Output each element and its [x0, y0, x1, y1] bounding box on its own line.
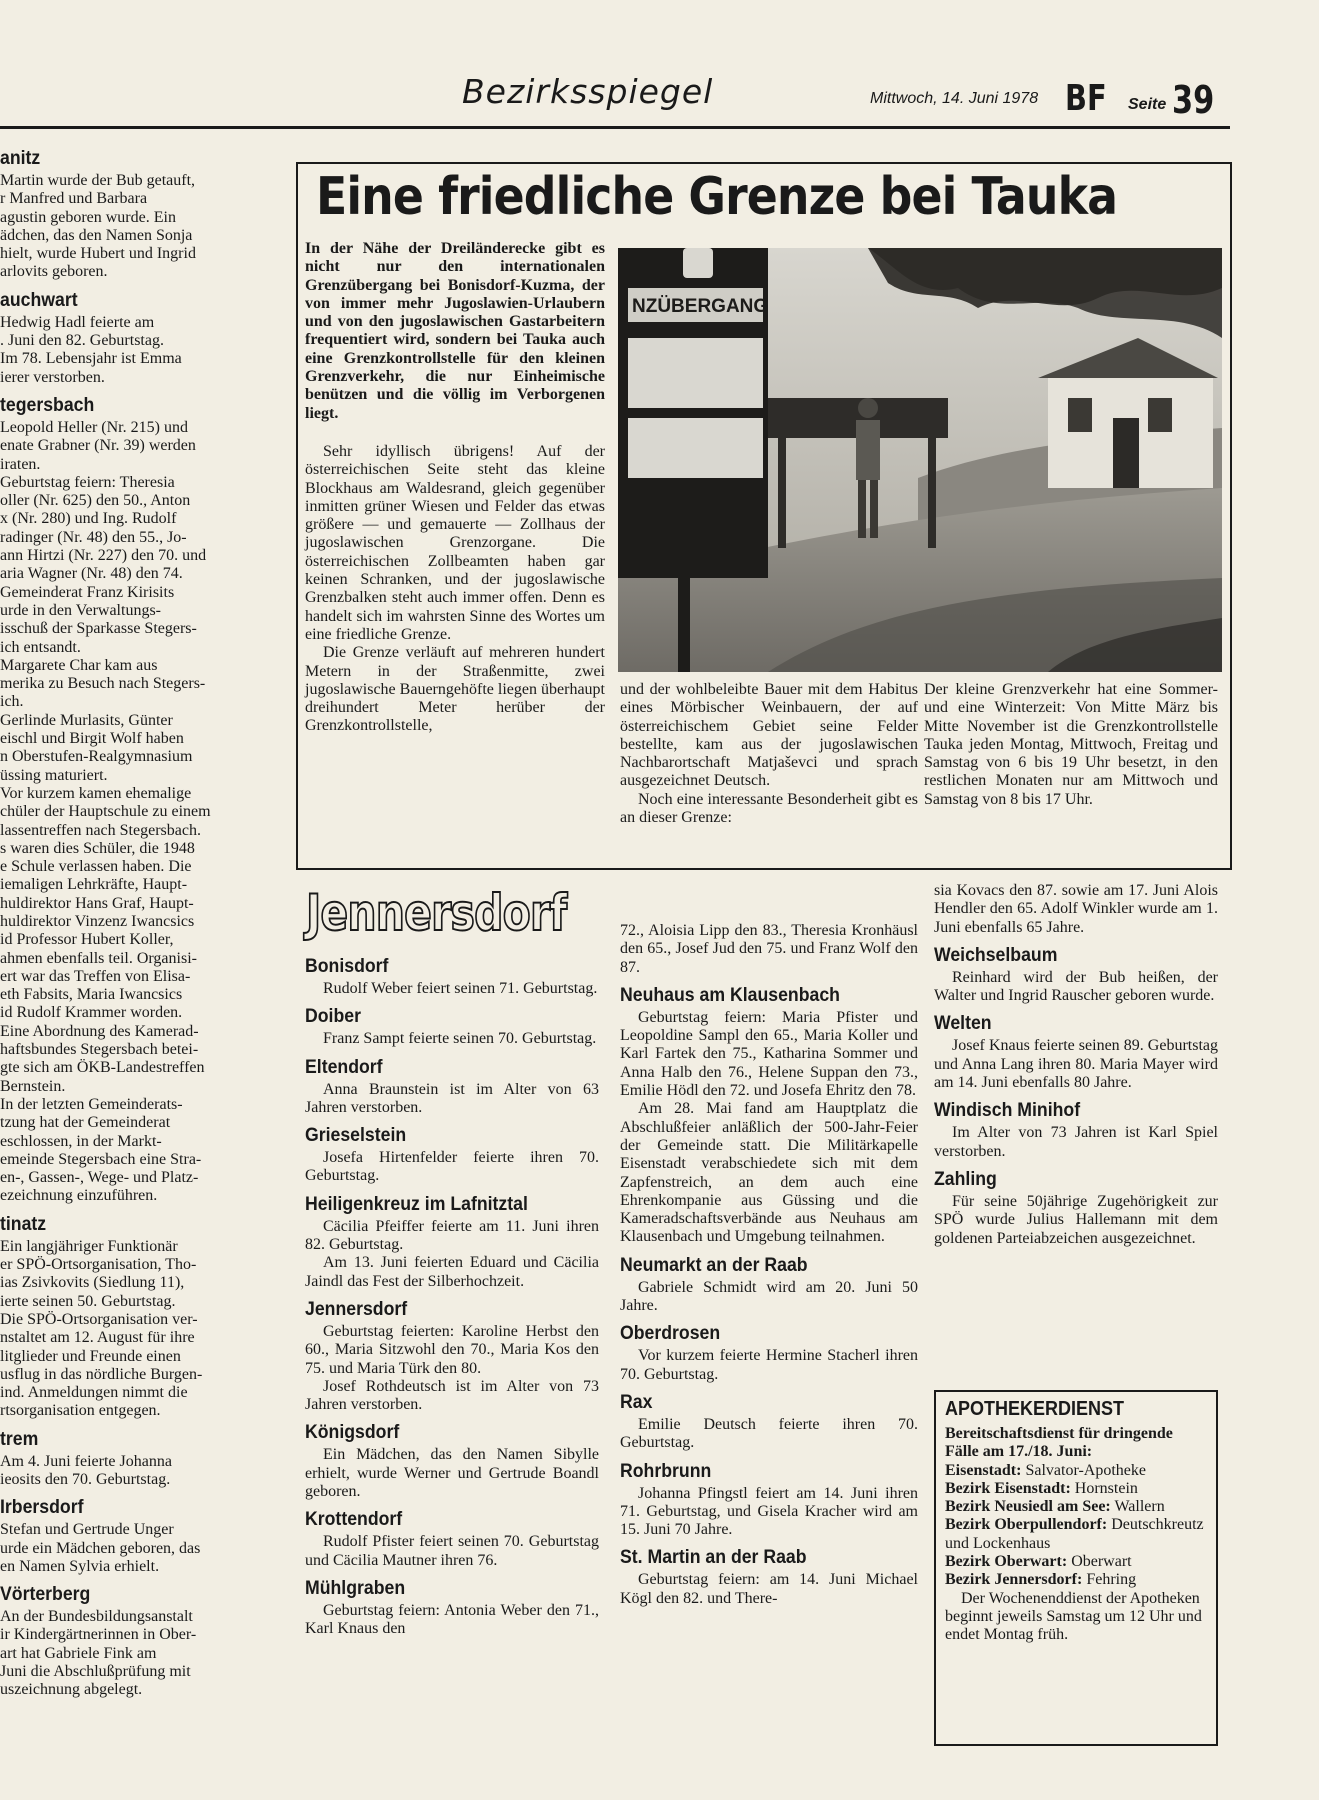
- news-line: agustin geboren wurde. Ein: [0, 208, 176, 226]
- lead-text: In der Nähe der Dreiländerecke gibt es nicht nur den internationalen Grenzübergang bei Bonisdorf-Kuzma, der von immer mehr Jugoslawien-Urlaubern und von den jugoslawischen Gastarbeitern frequentiert wird, sondern bei Tauka auch eine Grenzkontrollstelle für den kleinen Grenzverkehr, die nur Einheimische benützen und die völlig im Verborgenen liegt.: [305, 240, 605, 422]
- news-line: enate Grabner (Nr. 39) werden: [0, 437, 196, 455]
- place-heading: Rohrbrunn: [620, 1460, 712, 1482]
- news-line: Stefan und Gertrude Unger: [0, 1521, 174, 1539]
- news-paragraph: Für seine 50jährige Zugehörigkeit zur SPÖ wurde Julius Hallemann mit dem goldenen Parteiabzeichen ausgezeichnet.: [934, 1192, 1218, 1247]
- place-heading: auchwart: [0, 289, 78, 311]
- place-heading: Zahling: [934, 1168, 997, 1190]
- news-line: Ein langjähriger Funktionär: [0, 1237, 178, 1255]
- place-heading: Weichselbaum: [934, 944, 1058, 966]
- news-line: en-, Gassen-, Wege- und Platz-: [0, 1169, 199, 1187]
- news-line: urde ein Mädchen geboren, das: [0, 1539, 201, 1557]
- article-paragraph: Noch eine interessante Besonderheit gibt es an dieser Grenze:: [620, 790, 918, 827]
- news-line: Margarete Char kam aus: [0, 656, 158, 674]
- news-line: Hedwig Hadl feierte am: [0, 313, 155, 331]
- pharmacy-entry: [945, 1571, 1207, 1589]
- place-heading: Neuhaus am Klausenbach: [620, 984, 840, 1006]
- pharmacy-entry-value: Oberwart: [1071, 1553, 1132, 1571]
- news-paragraph: Vor kurzem feierte Hermine Stacherl ihren 70. Geburtstag.: [620, 1347, 918, 1383]
- news-line: ich entsandt.: [0, 638, 81, 656]
- border-crossing-photo: [618, 248, 1222, 672]
- pharmacy-entry-value: Wallern: [1114, 1498, 1165, 1516]
- news-paragraph: Im Alter von 73 Jahren ist Karl Spiel verstorben.: [934, 1124, 1218, 1160]
- article-paragraph: Sehr idyllisch übrigens! Auf der österreichischen Seite steht das kleine Blockhaus am Waldesrand, gleich gegenüber inmitten grüner Wiesen und Felder das etwas größere — und gemauerte — Zollhaus der jugoslawischen Grenzorgane. Die österreichischen Zollbeamten haben gar keinen Schranken, und der jugoslawische Grenzbalken steht auch immer offen. Denn es handelt sich im wahrsten Sinne des Wortes um eine friedliche Grenze.: [305, 443, 605, 643]
- jennersdorf-column-2: [620, 922, 918, 1608]
- news-line: r Manfred und Barbara: [0, 190, 148, 208]
- news-line: emeinde Stegersbach eine Stra-: [0, 1150, 202, 1168]
- place-heading: Grieselstein: [305, 1125, 407, 1147]
- place-heading: anitz: [0, 148, 41, 169]
- news-line: tzung hat der Gemeinderat: [0, 1114, 171, 1132]
- news-line: id Professor Hubert Koller,: [0, 931, 174, 949]
- news-line: Leopold Heller (Nr. 215) und: [0, 418, 188, 436]
- newspaper-logo: BF: [1065, 78, 1107, 119]
- news-paragraph: Reinhard wird der Bub heißen, der Walter und Ingrid Rauscher geboren wurde.: [934, 968, 1218, 1005]
- news-line: Am 4. Juni feierte Johanna: [0, 1452, 172, 1470]
- news-line: Im 78. Lebensjahr ist Emma: [0, 350, 182, 368]
- pharmacy-entry-label: Bezirk Jennersdorf:: [945, 1571, 1083, 1589]
- pharmacy-entry-value: Hornstein: [1074, 1479, 1138, 1497]
- news-line: ahmen ebenfalls teil. Organisi-: [0, 949, 197, 967]
- pharmacy-entry-label: Bezirk Oberwart:: [945, 1553, 1068, 1571]
- pharmacy-intro: Bereitschaftsdienst für dringende Fälle am 17./18. Juni:: [945, 1425, 1173, 1461]
- news-line: rtsorganisation entgegen.: [0, 1402, 161, 1420]
- news-line: ann Hirtzi (Nr. 227) den 70. und: [0, 547, 207, 565]
- news-line: ir Kindergärtnerinnen in Ober-: [0, 1626, 197, 1644]
- news-paragraph: Rudolf Weber feiert seinen 71. Geburtstag.: [323, 980, 598, 997]
- news-line: Martin wurde der Bub getauft,: [0, 172, 196, 189]
- pharmacy-entry: [945, 1480, 1207, 1498]
- news-line: Die SPÖ-Ortsorganisation ver-: [0, 1310, 198, 1328]
- article-column-1: [305, 443, 605, 736]
- news-line: nstaltet am 12. August für ihre: [0, 1329, 195, 1347]
- news-line: ädchen, das den Namen Sonja: [0, 226, 193, 244]
- page-label: Seite: [1128, 96, 1167, 113]
- place-heading: Rax: [620, 1391, 653, 1413]
- news-line: Eine Abordnung des Kamerad-: [0, 1022, 199, 1040]
- news-line: Geburtstag feiern: Theresia: [0, 473, 175, 491]
- news-paragraph: Geburtstag feiern: am 14. Juni Michael Kögl den 82. und There-: [620, 1571, 918, 1607]
- news-paragraph: Emilie Deutsch feierte ihren 70. Geburtstag.: [620, 1415, 918, 1452]
- pharmacy-box: [934, 1390, 1218, 1746]
- place-heading: Eltendorf: [305, 1056, 383, 1078]
- news-line: lassentreffen nach Stegersbach.: [0, 821, 201, 839]
- issue-date: Mittwoch, 14. Juni 1978: [870, 90, 1039, 107]
- place-heading: Oberdrosen: [620, 1323, 721, 1345]
- news-paragraph: 72., Aloisia Lipp den 83., Theresia Kronhäusl den 65., Josef Jud den 75. und Franz Wolf den 87.: [620, 922, 918, 976]
- news-paragraph: Gabriele Schmidt wird am 20. Juni 50 Jahre.: [620, 1278, 918, 1315]
- place-heading: Königsdorf: [305, 1422, 400, 1444]
- article-column-2: [620, 681, 918, 827]
- news-paragraph: Johanna Pfingstl feiert am 14. Juni ihren 71. Geburtstag, und Gisela Kracher wird am 15. Juni 70 Jahre.: [620, 1484, 918, 1539]
- jennersdorf-column-3: [934, 882, 1218, 1248]
- section-title: Bezirksspiegel: [462, 72, 714, 111]
- news-line: iemaligen Lehrkräfte, Haupt-: [0, 876, 188, 894]
- news-paragraph: Anna Braunstein ist im Alter von 63 Jahren verstorben.: [305, 1080, 599, 1116]
- news-line: ich.: [0, 693, 24, 711]
- pharmacy-entry: [945, 1498, 1207, 1516]
- pharmacy-footer: Der Wochenenddienst der Apotheken beginnt jeweils Samstag um 12 Uhr und endet Montag früh.: [945, 1589, 1202, 1644]
- place-heading: Mühlgraben: [305, 1577, 406, 1599]
- pharmacy-title: APOTHEKERDIENST: [945, 1398, 1125, 1420]
- article-paragraph: und der wohlbeleibte Bauer mit dem Habitus eines Mörbischer Weinbauern, der auf österreichischem Gebiet seine Felder bestellte, kam aus der jugoslawischen Nachbarortschaft Matjaševci und sprach ausgezeichnet Deutsch.: [620, 681, 918, 790]
- news-paragraph: Geburtstag feierten: Karoline Herbst den 60., Maria Sitzwohl den 70., Maria Kos den 75. und Maria Türk den 80.: [305, 1322, 599, 1377]
- news-line: haftsbundes Stegersbach betei-: [0, 1041, 199, 1059]
- place-heading: Welten: [934, 1013, 992, 1035]
- article-column-3: [924, 681, 1218, 809]
- article-paragraph: Der kleine Grenzverkehr hat eine Sommer- und eine Winterzeit: Von Mitte März bis Mitte November ist die Grenzkontrollstelle Tauka jeden Montag, Mittwoch, Freitag und Samstag von 6 bis 19 Uhr besetzt, in den restlichen Monaten nur am Mittwoch und Samstag von 8 bis 17 Uhr.: [924, 681, 1218, 808]
- place-heading: tegersbach: [0, 394, 95, 416]
- news-line: chüler der Hauptschule zu einem: [0, 803, 211, 821]
- pharmacy-entry-value: Deutschkreutz und Lockenhaus: [945, 1516, 1204, 1552]
- news-line: er SPÖ-Ortsorganisation, Tho-: [0, 1256, 197, 1274]
- news-line: ezeichnung einzuführen.: [0, 1187, 158, 1205]
- news-line: oller (Nr. 625) den 50., Anton: [0, 492, 191, 510]
- article-headline: Eine friedliche Grenze bei Tauka: [316, 167, 1118, 227]
- news-line: aria Wagner (Nr. 48) den 74.: [0, 565, 183, 583]
- news-paragraph: Josef Rothdeutsch ist im Alter von 73 Jahren verstorben.: [305, 1377, 599, 1414]
- news-line: Gemeinderat Franz Kirisits: [0, 583, 175, 601]
- news-line: ind. Anmeldungen nimmt die: [0, 1384, 188, 1402]
- news-line: urde in den Verwaltungs-: [0, 601, 161, 619]
- place-heading: St. Martin an der Raab: [620, 1547, 807, 1569]
- pharmacy-entry-label: Bezirk Oberpullendorf:: [945, 1516, 1108, 1534]
- pharmacy-entry-label: Bezirk Neusiedl am See:: [945, 1498, 1111, 1516]
- news-line: An der Bundesbildungsanstalt: [0, 1608, 193, 1626]
- news-line: n Oberstufen-Realgymnasium: [0, 748, 193, 766]
- news-paragraph: Josefa Hirtenfelder feierte ihren 70. Geburtstag.: [305, 1149, 599, 1185]
- jennersdorf-heading: Jennersdorf: [306, 884, 567, 942]
- article-lead: [305, 240, 605, 423]
- news-line: huldirektor Hans Graf, Haupt-: [0, 894, 194, 912]
- news-paragraph: Geburtstag feiern: Antonia Weber den 71., Karl Knaus den: [305, 1601, 599, 1638]
- news-line: radinger (Nr. 48) den 55., Jo-: [0, 528, 187, 546]
- pharmacy-entry-value: Salvator-Apotheke: [1025, 1461, 1146, 1479]
- page-number: 39: [1172, 78, 1215, 122]
- place-heading: Irbersdorf: [0, 1497, 84, 1519]
- news-line: huldirektor Vinzenz Iwancsics: [0, 912, 195, 930]
- news-line: ert war das Treffen von Elisa-: [0, 967, 191, 985]
- news-paragraph: Josef Knaus feierte seinen 89. Geburtstag und Anna Lang ihren 80. Maria Mayer wird am 14. Juni ebenfalls 80 Jahre.: [934, 1037, 1218, 1092]
- news-line: isschuß der Sparkasse Stegers-: [0, 620, 197, 638]
- news-line: In der letzten Gemeinderats-: [0, 1095, 183, 1113]
- news-line: eischl und Birgit Wolf haben: [0, 730, 184, 748]
- pharmacy-entry-value: Fehring: [1086, 1571, 1137, 1589]
- sign-text: NZÜBERGANG: [632, 296, 769, 317]
- place-heading: tinatz: [0, 1213, 47, 1235]
- news-line: Bernstein.: [0, 1077, 66, 1095]
- news-line: eschlossen, in der Markt-: [0, 1132, 162, 1150]
- news-line: usflug in das nördliche Burgen-: [0, 1365, 203, 1383]
- news-paragraph: Ein Mädchen, das den Namen Sibylle erhielt, wurde Werner und Gertrude Boandl geboren.: [305, 1446, 599, 1501]
- place-heading: Windisch Minihof: [934, 1100, 1081, 1122]
- news-line: üssing maturiert.: [0, 766, 108, 784]
- news-paragraph: Geburtstag feiern: Maria Pfister und Leopoldine Sampl den 65., Maria Koller und Karl Fartek den 75., Katharina Sommer und Anna Halb den 76., Helene Suppan den 73., Emilie Hödl den 72. und Josefa Ehritz den 78.: [620, 1008, 918, 1100]
- news-line: Vor kurzem kamen ehemalige: [0, 784, 192, 802]
- jennersdorf-column-1: [305, 956, 599, 1639]
- header-rule: [0, 126, 1230, 129]
- news-line: x (Nr. 280) und Ing. Rudolf: [0, 510, 177, 528]
- news-paragraph: Rudolf Pfister feiert seinen 70. Geburtstag und Cäcilia Mautner ihren 76.: [305, 1533, 599, 1569]
- news-line: s waren dies Schüler, die 1948: [0, 839, 195, 857]
- pharmacy-entry: [945, 1553, 1207, 1571]
- news-line: e Schule verlassen haben. Die: [0, 858, 192, 876]
- news-line: eth Fabsits, Maria Iwancsics: [0, 986, 183, 1004]
- news-line: iraten.: [0, 455, 41, 473]
- pharmacy-entry: [945, 1462, 1207, 1480]
- news-line: Gerlinde Murlasits, Günter: [0, 711, 173, 729]
- news-line: ieosits den 70. Geburtstag.: [0, 1471, 171, 1488]
- pharmacy-entry-label: Bezirk Eisenstadt:: [945, 1479, 1071, 1497]
- news-line: Juni die Abschlußprüfung mit: [0, 1663, 191, 1681]
- news-line: uszeichnung abgelegt.: [0, 1681, 143, 1699]
- news-line: art hat Gabriele Fink am: [0, 1644, 157, 1662]
- news-paragraph: sia Kovacs den 87. sowie am 17. Juni Alois Hendler den 65. Adolf Winkler wurde am 1. Juni ebenfalls 65 Jahre.: [934, 882, 1218, 936]
- news-paragraph: Am 28. Mai fand am Hauptplatz die Abschlußfeier anläßlich der 500-Jahr-Feier der Gemeinde statt. Die Militärkapelle Eisenstadt verabschiedete sich mit dem Zapfenstreich, an dem auch eine Ehrenkompanie aus Güssing und die Kameradschaftsverbände aus Neuhaus am Klausenbach und Umgebung teilnahmen.: [620, 1100, 918, 1246]
- pharmacy-entries: [945, 1462, 1207, 1590]
- news-line: merika zu Besuch nach Stegers-: [0, 675, 206, 693]
- news-line: . Juni den 82. Geburtstag.: [0, 332, 164, 350]
- news-paragraph: Franz Sampt feierte seinen 70. Geburtstag.: [323, 1030, 597, 1048]
- place-heading: Heiligenkreuz im Lafnitztal: [305, 1193, 528, 1215]
- place-heading: Neumarkt an der Raab: [620, 1254, 808, 1276]
- news-line: gte sich am ÖKB-Landestreffen: [0, 1059, 205, 1077]
- pharmacy-entry-label: Eisenstadt:: [945, 1461, 1022, 1479]
- news-paragraph: Cäcilia Pfeiffer feierte am 11. Juni ihren 82. Geburtstag.: [305, 1217, 599, 1254]
- place-heading: trem: [0, 1428, 39, 1450]
- news-line: ierte seinen 50. Geburtstag.: [0, 1292, 176, 1310]
- news-paragraph: Am 13. Juni feierten Eduard und Cäcilia Jaindl das Fest der Silberhochzeit.: [305, 1254, 599, 1290]
- place-heading: Bonisdorf: [305, 956, 389, 977]
- pharmacy-entry: [945, 1516, 1207, 1553]
- news-line: arlovits geboren.: [0, 263, 108, 281]
- news-line: litglieder und Freunde einen: [0, 1347, 181, 1365]
- place-heading: Jennersdorf: [305, 1298, 408, 1320]
- news-line: ierer verstorben.: [0, 368, 105, 386]
- news-line: hielt, wurde Hubert und Ingrid: [0, 245, 196, 263]
- left-news-column: [0, 148, 278, 1700]
- place-heading: Vörterberg: [0, 1584, 91, 1606]
- place-heading: Doiber: [305, 1006, 361, 1028]
- news-line: ias Zsivkovits (Siedlung 11),: [0, 1274, 185, 1292]
- article-paragraph: Die Grenze verläuft auf mehreren hundert Metern in der Straßenmitte, zwei jugoslawische Bauerngehöfte liegen überhaupt dreihundert Meter herüber der Grenzkontrollstelle,: [305, 644, 605, 735]
- place-heading: Krottendorf: [305, 1509, 403, 1531]
- news-line: en Namen Sylvia erhielt.: [0, 1557, 160, 1575]
- news-line: id Rudolf Krammer worden.: [0, 1004, 183, 1022]
